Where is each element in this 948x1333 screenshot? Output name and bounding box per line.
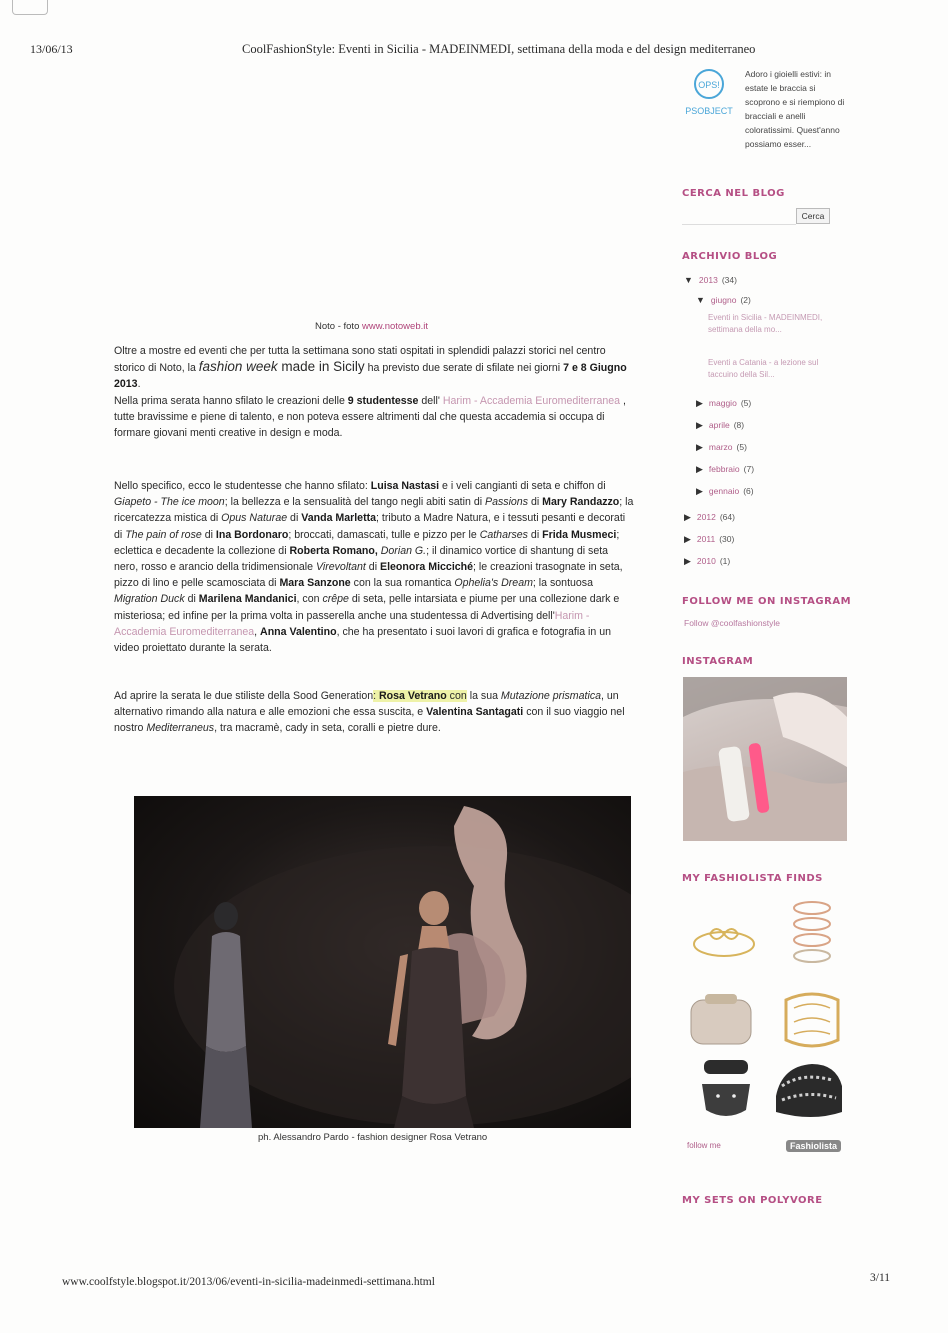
find-swimsuit[interactable] [690, 1058, 762, 1130]
paragraph-intro: Oltre a mostre ed eventi che per tutta la settimana sono stati ospitati in splendidi palazzi storici nel centro storico di Noto, la fashion week made in Sicily ha previsto due serate di sfilate nei giorni 7 e 8 Giugno 2013. Nella prima serata hanno sfilato le creazioni delle 9 studentesse dell' Harim - Accademia Euromediterranea , tutte bravissime e piene di talento, e non poteva essere altrimenti dal che questa accademia si occupa di formare giovani menti creative in design e moda. [114, 345, 627, 440]
text-segment: ; eclettica e decadente la collezione di [114, 528, 620, 557]
archive-year-2012[interactable]: ▶ 2012 (64) [684, 512, 735, 522]
text-segment: Passions [485, 496, 529, 509]
text-segment: Eleonora Micciché [380, 561, 474, 574]
text-segment: di [287, 512, 302, 525]
instagram-photo-illustration [683, 677, 847, 841]
text-segment: Virevoltant [315, 561, 366, 574]
find-ring-infinity[interactable] [688, 902, 760, 974]
instagram-photo[interactable] [683, 677, 847, 841]
harim-link[interactable]: Harim - Accademia Euromediterranea [442, 394, 621, 407]
text-segment: con [446, 690, 467, 702]
text-segment: ; la ricercatezza mistica di [114, 496, 634, 525]
text-segment: ; le creazioni trasognate in seta, pizzo di lino e pelle scamosciata di [114, 561, 623, 590]
text-segment: Catharses [479, 528, 528, 541]
clutch-bag-icon [685, 984, 757, 1056]
search-button[interactable]: Cerca [796, 208, 830, 224]
studded-shoes-icon [772, 1056, 846, 1130]
find-cuff[interactable] [776, 984, 848, 1056]
notoweb-link[interactable]: www.notoweb.it [362, 321, 429, 332]
archive-year-2013[interactable]: ▼ 2013 (34) [684, 275, 737, 285]
corner-mark [12, 0, 48, 15]
text-segment: ; la bellezza e la sensualità del tango negli abiti satin di [224, 496, 486, 509]
text-segment: di seta, pelle intarsiata e piume per una collezione dark e misteriosa; ed infine per la prima volta in passerella anche una studentessa di Advertising dell' [114, 593, 620, 622]
archive-post-catania[interactable]: Eventi a Catania - a lezione sul taccuino della Sil... [708, 358, 819, 379]
triangle-right-icon[interactable]: ▶ [696, 486, 703, 496]
find-rings-set[interactable] [776, 894, 848, 966]
text-segment: , che ha presentato i suoi lavori di grafica e fotografia in un video proiettato durante la serata. [114, 625, 612, 655]
ops-object-excerpt[interactable]: Adoro i gioielli estivi: in estate le braccia si scoprono e si riempiono di bracciali e anelli coloratissimi. Quest'anno possiamo esser... [745, 69, 845, 149]
instagram-title: INSTAGRAM [682, 656, 754, 667]
text-segment: Ad aprire la serata le due stiliste della Sood Generation [114, 690, 374, 702]
triangle-right-icon[interactable]: ▶ [684, 512, 691, 522]
triangle-right-icon[interactable]: ▶ [696, 464, 703, 474]
text-segment: ; broccati, damascati, tulle e pizzo per le [288, 528, 480, 541]
finds-title: MY FASHIOLISTA FINDS [682, 873, 823, 884]
triangle-right-icon[interactable]: ▶ [696, 442, 703, 452]
text-segment: di [201, 528, 216, 541]
text-segment: Frida Musmeci [542, 528, 617, 541]
find-clutch[interactable] [685, 984, 757, 1056]
text-segment: Giapeto - The ice moon [114, 496, 225, 509]
ops-logo-graphic [677, 68, 741, 128]
text-segment: Mary Randazzo [542, 496, 620, 509]
text-segment: Opus Naturae [221, 512, 288, 525]
text-segment: Mara Sanzone [279, 577, 351, 590]
triangle-down-icon[interactable]: ▼ [684, 275, 693, 285]
swimsuit-icon [690, 1058, 762, 1130]
photo-caption-rosa-vetrano: ph. Alessandro Pardo - fashion designer Rosa Vetrano [258, 1132, 488, 1143]
polyvore-title: MY SETS ON POLYVORE [682, 1195, 823, 1206]
print-date: 13/06/13 [30, 42, 73, 56]
caption-text: Noto - foto [315, 321, 362, 332]
infinity-ring-icon [688, 902, 760, 974]
follow-instagram-link[interactable]: Follow @coolfashionstyle [684, 618, 781, 628]
text-segment: The pain of rose [125, 528, 202, 541]
text-segment: Ophelia's Dream [454, 577, 533, 590]
follow-instagram-title: FOLLOW ME ON INSTAGRAM [682, 596, 852, 607]
harim-link[interactable]: Harim - Accademia Euromediterranea [114, 609, 590, 638]
text-segment: ; tributo a Madre Natura, e i tessuti pesanti e decorati di [114, 512, 626, 541]
text-segment: Rosa Vetrano [379, 690, 447, 702]
text-segment: con la sua romantica [350, 577, 455, 590]
text-segment: ; il dinamico vortice di shantung di seta nero, rosso e arancio della tridimensionale [114, 544, 609, 574]
triangle-right-icon[interactable]: ▶ [684, 556, 691, 566]
text-segment: Vanda Marletta [301, 512, 377, 525]
text-segment: di [184, 593, 199, 606]
search-section-title: CERCA NEL BLOG [682, 188, 785, 199]
paragraph-students [114, 478, 634, 656]
text-segment: Anna Valentino [260, 625, 337, 638]
text-segment: Dorian G. [380, 544, 427, 557]
ops-logo-top: OPS! [698, 80, 720, 90]
text-segment: Marilena Mandanici [198, 593, 297, 606]
text-segment: Roberta Romano, [289, 544, 378, 557]
runway-photo [134, 796, 631, 1128]
archive-month-gennaio[interactable]: ▶ gennaio (6) [696, 486, 754, 496]
ops-logo-bottom: PSOBJECT [685, 106, 733, 116]
archive-year-2010[interactable]: ▶ 2010 (1) [684, 556, 731, 566]
triangle-down-icon[interactable]: ▼ [696, 295, 705, 305]
archive-month-giugno[interactable]: ▼ giugno (2) [696, 295, 751, 305]
text-segment: con il suo viaggio nel nostro [114, 706, 625, 735]
fashiolista-follow-link[interactable]: follow me [687, 1141, 721, 1150]
stacked-rings-icon [776, 894, 848, 966]
archive-post-madeinmedi[interactable]: Eventi in Sicilia - MADEINMEDI, settimana della mo... [708, 313, 823, 334]
text-segment: ; la sontuosa [532, 577, 593, 590]
search-input[interactable] [682, 209, 796, 225]
text-segment: , un alternativo rimando alla natura e alle emozioni che essa suscita, e [114, 690, 619, 719]
text-segment: la sua [466, 690, 501, 702]
fashiolista-badge[interactable]: Fashiolista [786, 1140, 841, 1152]
archive-month-febbraio[interactable]: ▶ febbraio (7) [696, 464, 755, 474]
archive-month-maggio[interactable]: ▶ maggio (5) [696, 398, 752, 408]
text-segment: , con [296, 593, 323, 606]
text-segment: Mutazione prismatica [500, 690, 602, 702]
text-segment: Ina Bordonaro [215, 528, 289, 541]
runway-photo-illustration [134, 796, 631, 1128]
text-segment: , tra macramè, cady in seta, coralli e pietre dure. [214, 722, 441, 735]
text-segment: di [365, 561, 380, 574]
text-segment: crêpe [322, 593, 349, 606]
print-page-number: 3/11 [870, 1272, 891, 1284]
ops-object-logo[interactable] [677, 68, 741, 128]
archive-month-aprile[interactable]: ▶ aprile (8) [696, 420, 745, 430]
archive-month-marzo[interactable]: ▶ marzo (5) [696, 442, 747, 452]
find-shoes[interactable] [772, 1056, 844, 1128]
triangle-right-icon[interactable]: ▶ [696, 420, 703, 430]
text-segment: : [373, 690, 380, 702]
archive-year-2011[interactable]: ▶ 2011 (30) [684, 534, 735, 544]
text-segment: Migration Duck [114, 593, 185, 606]
text-segment: di [527, 528, 543, 541]
archive-section-title: ARCHIVIO BLOG [682, 251, 778, 262]
cuff-bracelet-icon [776, 984, 848, 1056]
text-segment: , [254, 625, 261, 638]
triangle-right-icon[interactable]: ▶ [696, 398, 703, 408]
text-segment: Nello specifico, ecco le studentesse che hanno sfilato: [114, 480, 371, 492]
text-segment: Valentina Santagati [426, 706, 524, 719]
text-segment: Luisa Nastasi [370, 480, 440, 492]
print-url: www.coolfstyle.blogspot.it/2013/06/eventi-in-sicilia-madeinmedi-settimana.html [62, 1276, 435, 1288]
paragraph-opening [114, 688, 634, 737]
print-page-title: CoolFashionStyle: Eventi in Sicilia - MADEINMEDI, settimana della moda e del design mediterraneo [242, 42, 756, 56]
photo-caption-noto [315, 321, 428, 332]
text-segment: e i veli cangianti di seta e chiffon di [439, 480, 606, 492]
text-segment: Mediterraneus [146, 722, 215, 735]
triangle-right-icon[interactable]: ▶ [684, 534, 691, 544]
text-segment: di [528, 496, 543, 509]
